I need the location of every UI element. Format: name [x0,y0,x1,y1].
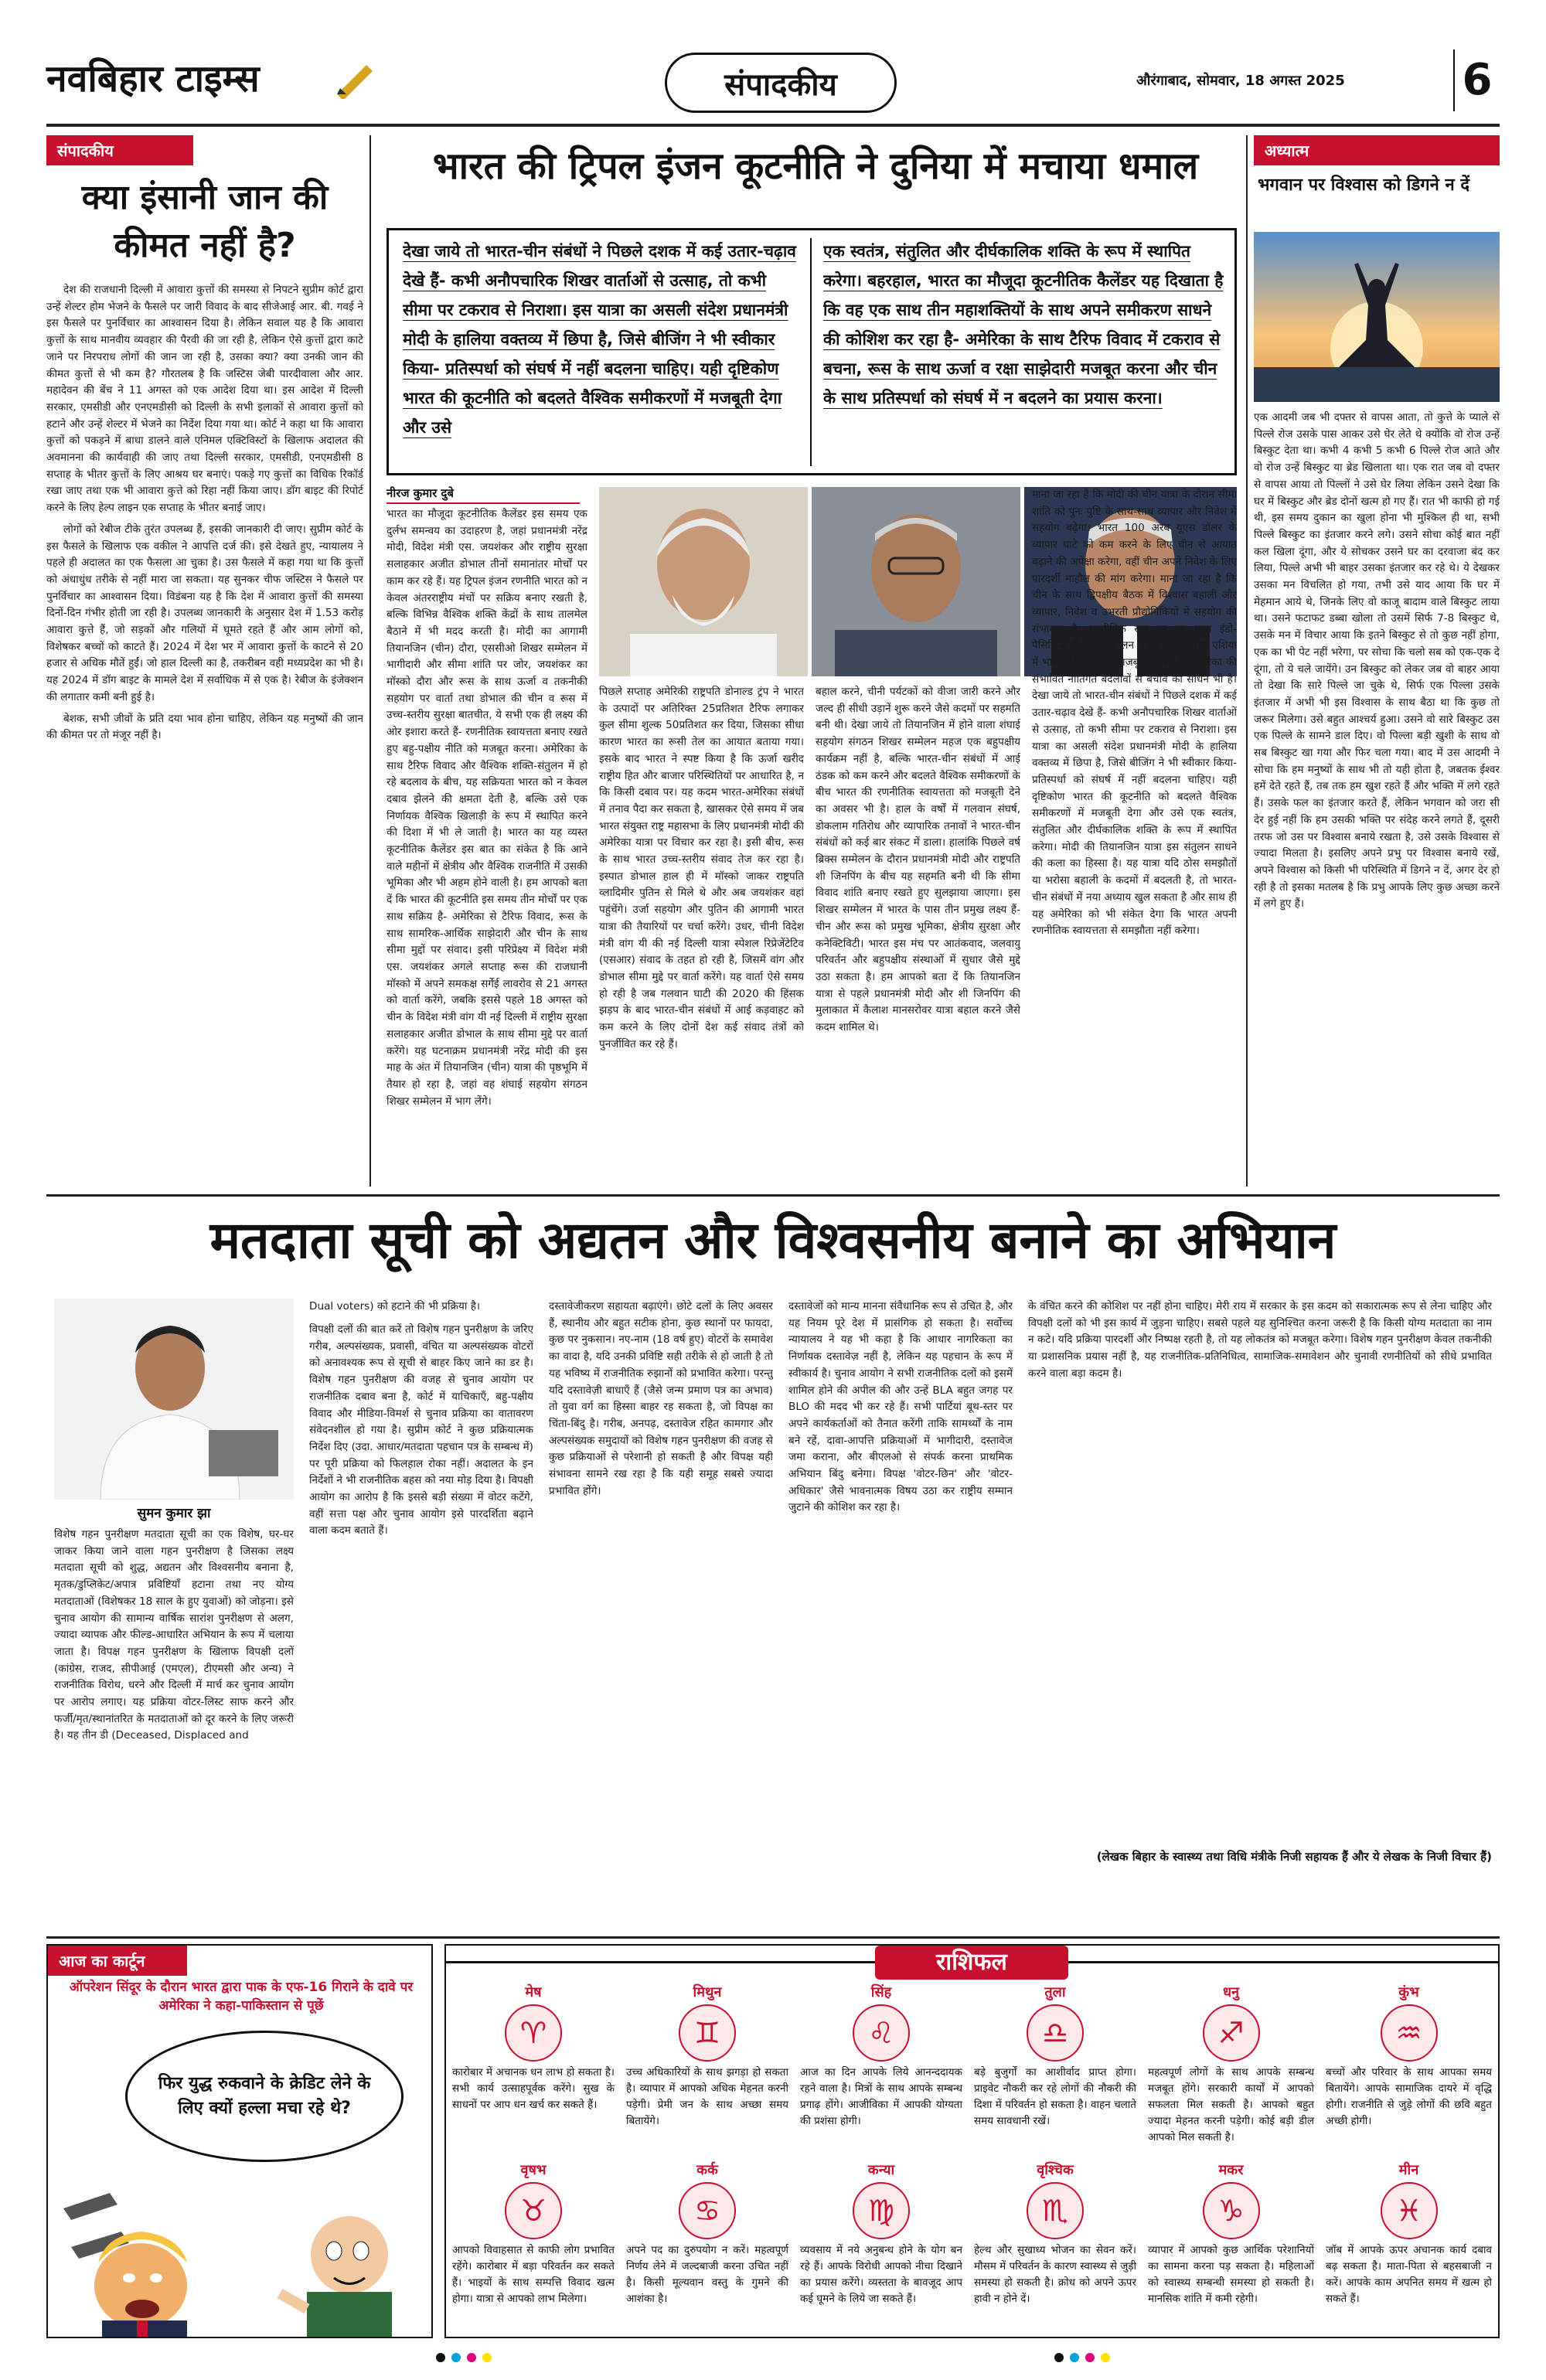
rashi-makar [1148,2160,1314,2334]
rashi-singh [800,1983,962,2157]
page-number: 6 [1453,49,1500,111]
second-col-3: दस्तावेजीकरण सहायता बढ़ाएंगे। छोटे दलों के लिए अवसर हैं, स्थानीय और बहुत सटीक होना, कुछ स्थानों पर फायदा, कुछ पर नुकसान। नए-नाम (18 वर्ष हुए) वोटरों के समावेश का वादा है, यदि उनकी प्रविष्टि सही तरीके से हो जाती है तो यह भविष्य में राजनीतिक रुझानों को प्रभावित करेगा। परन्तु यदि दस्तावेज़ी बाधाएँ हैं (जैसे जन्म प्रमाण पत्र का अभाव) तो युवा वर्ग का हिस्सा बाहर रह सकता है, जो विपक्ष का चिंता-बिंदु है। गरीब, अनपढ़, दस्तावेज रहित कामगार और अल्पसंख्यक समुदायों को विशेष गहन पुनरीक्षण की वजह से कुछ प्रक्रियाओं से परेशानी हो सकती है और विपक्ष यही संभावना सामने रख रहा है कि यही समूह सबसे ज्यादा प्रभावित होंगे। [549,1300,773,1497]
aquarius-icon: ♒ [1381,2004,1438,2062]
rashi-vrishabh [452,2160,615,2334]
gemini-icon: ♊ [679,2004,736,2062]
second-disclaimer: (लेखक बिहार के स्वास्थ्य तथा विधि मंत्रीके निजी सहायक हैं और ये लेखक के निजी विचार हैं) [1096,1850,1492,1864]
capricorn-icon: ♑ [1203,2182,1260,2239]
second-col-4: दस्तावेजों को मान्य मानना संवैधानिक रूप से उचित है, और यह नियम पूरे देश में प्रासंगिक हो सकता है। सर्वोच्च न्यायालय ने यह भी कहा है कि आधार नागरिकता का निर्णायक दस्तावेज़ नहीं है, लेकिन यह पहचान के रूप में स्वीकार्य है। चुनाव आयोग ने सभी राजनीतिक दलों को इसमें शामिल होने की अपील की और उन्हें BLA बहुत जगह पर BLO की मदद भी कर रहे हैं। सभी पार्टियां बूथ-स्तर पर अपने कार्यकर्ताओं को तैनात करेंगी ताकि सामर्थ्यों के नाम बने रहें, दावा-आपत्ति प्रक्रियाओं में भागीदारी, दस्तावेज जमा कराना, और बीएलओ से संपर्क करना प्राथमिक अभियान बिंदु बनेगा। विपक्ष 'वोटर-छिन' और 'वोटर-अधिकार' जैसे भावनात्मक विषय उठा कर राष्ट्रीय सम्मान जुटाने की कोशिश कर रहा है। [788,1300,1013,1514]
section-rule-1 [46,1194,1500,1197]
section-rule-2 [46,1936,1500,1939]
cartoon-tag: आज का कार्टून [48,1946,187,1976]
second-col-2: विपक्षी दलों की बात करें तो विशेष गहन पुनरीक्षण के जरिए गरीब, अल्पसंख्यक, प्रवासी, वंचित या अल्पसंख्यक वोटरों को अनावश्यक रूप से सूची से बाहर किए जाने का डर है। विशेष गहन पुनरीक्षण की वजह से चुनाव आयोग पर राजनीतिक दबाव बना है, कोर्ट में याचिकाएँ, बहु-पक्षीय विवाद और मीडिया-विमर्श से चुनाव प्रक्रिया का वातावरण संवेदनशील हो गया है। सुप्रीम कोर्ट ने कुछ प्रक्रियात्मक निर्देश दिए (उदा. आधार/मतदाता पहचान पत्र के सम्बन्ध में) पर पूरी प्रक्रिया को फिलहाल रोका नहीं। अदालत के इन निर्देशों ने भी राजनीतिक बहस को नया मोड़ दिया है। विपक्षी आयोग का आरोप है कि इससे बड़ी संख्या में वोटर कटेंगे, वहीं सत्ता पक्ष और चुनाव आयोग इसे पारदर्शिता बढ़ाने वाला कदम बताते हैं। [309,1323,533,1537]
rashi-name: कुंभ [1398,1984,1419,2000]
pen-icon [332,60,379,99]
rashi-text: कारोबार में अचानक धन लाभ हो सकता है। सभी कार्य उत्साहपूर्वक करेंगे। सुख के साधनों पर आप धन खर्च कर सकते हैं। [452,2066,615,2111]
meditation-image [1254,232,1500,402]
libra-icon: ♎ [1027,2004,1084,2062]
taurus-icon: ♉ [505,2182,562,2239]
left-body [46,282,363,1183]
pisces-icon: ♓ [1381,2182,1438,2239]
rashi-text: हेल्थ और सुखाध्य भोजन का सेवन करें। मौसम में परिवर्तन के कारण स्वास्थ्य से जुड़ी समस्या हो सकती है। क्रोध को अपने ऊपर हावी न होने दें। [974,2244,1136,2305]
cartoon-box [46,1944,433,2338]
cartoon-bubble [125,2031,404,2162]
rashi-meen [1326,2160,1492,2334]
second-col1-top: Dual voters) को हटाने की भी प्रक्रिया है। [309,1300,481,1313]
rashifal-title: राशिफल [875,1946,1068,1980]
rashi-name: वृषभ [520,2162,547,2178]
rashi-kumbh [1326,1983,1492,2157]
rashi-text: बड़े बुजुर्गों का आशीर्वाद प्राप्त होगा। प्राइवेट नौकरी कर रहे लोगों की नौकरी की दिशा में परिवर्तन हो सकता है। वाहन चलाते समय सावधानी रखें। [974,2066,1136,2127]
rashi-mesh [452,1983,615,2157]
second-col-1: विशेष गहन पुनरीक्षण मतदाता सूची का एक विशेष, घर-घर जाकर किया जाने वाला गहन पुनरीक्षण है जिसका लक्ष्य मतदाता सूची को शुद्ध, अद्यतन और विश्वसनीय बनाना है, मृतक/डुप्लिकेट/अपात्र प्रविष्टियाँ हटाना तथा नए योग्य मतदाताओं (विशेषकर 18 साल के हुए युवाओं) को जोड़ना। इसे चुनाव आयोग की सामान्य वार्षिक सारांश पुनरीक्षण से अलग, ज्यादा व्यापक और फील्ड-आधारित अभियान के रूप में चलाया जाता है। विपक्ष गहन पुनरीक्षण के खिलाफ विपक्षी दलों (कांग्रेस, राजद, सीपीआई (एमएल), टीएमसी और अन्य) ने राजनीतिक विरोध, धरने और दिल्ली में मार्च कर चुनाव आयोग पर आरोप लगाए। यह प्रक्रिया वोटर-लिस्ट साफ करने और फर्जी/मृत/स्थानांतरित के मतदाताओं को दूर करने के लिए जरूरी है। यह तीन डी (Deceased, Displaced and [54,1528,294,1742]
rashi-tula [974,1983,1136,2157]
virgo-icon: ♍ [853,2182,910,2239]
second-headline: मतदाता सूची को अद्यतन और विश्वसनीय बनाने का अभियान [209,1210,1337,1270]
masthead-rule [46,124,1500,127]
rashi-name: मकर [1218,2162,1244,2178]
rashi-name: मिथुन [693,1984,722,2000]
left-tag: संपादकीय [46,135,193,165]
adhyatm-column [1254,135,1500,1187]
rashi-text: उच्च अधिकारियों के साथ झगड़ा हो सकता है। व्यापार में आपको अधिक मेहनत करनी पड़ेगी। प्रेमी जन के साथ अच्छा समय बितायेंगे। [626,2066,788,2127]
main-col-3: बहाल करने, चीनी पर्यटकों को वीजा जारी करने और जल्द ही सीधी उड़ानें शुरू करने जैसे कदमों पर सहमति बनी थी। देखा जाये तो तियानजिन में होने वाला शंघाई सहयोग संगठन शिखर सम्मेलन महज एक बहुपक्षीय कार्यक्रम नहीं है, बल्कि भारत-चीन संबंधों में आई ठंडक को कम करने और बदलते वैश्विक समीकरणों के बीच भारत की रणनीतिक स्वायत्तता को मजबूती देने का अवसर भी है। हाल के वर्षों में गलवान संघर्ष, डोकलाम गतिरोध और व्यापारिक तनावों ने भारत-चीन संबंधों को कई बार संकट में डाला। हालांकि पिछले वर्ष ब्रिक्स सम्मेलन के दौरान प्रधानमंत्री मोदी और राष्ट्रपति शी जिनपिंग के बीच यह सहमति बनी थी कि सीमा विवाद शांति बनाए रखते हुए सुलझाया जाएगा। इस शिखर सम्मेलन में भारत के पास तीन प्रमुख लक्ष्य हैं- चीन और रूस को प्रमुख भूमिका, क्षेत्रीय सुरक्षा और कनेक्टिविटी। भारत इस मंच पर आतंकवाद, जलवायु परिवर्तन और बहुपक्षीय संस्थाओं में सुधार जैसे मुद्दे उठा सकता है। हम आपको बता दें कि तियानजिन यात्रा से पहले प्रधानमंत्री मोदी और शी जिनपिंग की मुलाकात में कैलाश मानसरोवर यात्रा बहाल करने जैसे कदम शामिल थे। [816,686,1020,1034]
left-para-1: देश की राजधानी दिल्ली में आवारा कुत्तों की समस्या से निपटने सुप्रीम कोर्ट द्वारा उन्हें शेल्टर होम भेजने के फैसले पर जारी विवाद के बाद सीजेआई आर. बी. गवई ने इस फैसले पर पुनर्विचार का आश्वासन दिया है। लेकिन सवाल यह है कि आवारा कुत्तों के साथ मानवीय व्यवहार की पैरवी की जा रही है, लेकिन ऐसे कुत्तों द्वारा काटे जाने पर निरपराध लोगों की जान जा रही है, उसका क्या? क्या उनकी जान की कीमत कुत्तों से भी कम है? गौरतलब है कि जस्टिस जेबी पारदीवाला और आर. महादेवन की बेंच ने 11 अगस्त को एक आदेश दिया था। इस आदेश में दिल्ली सरकार, एमसीडी और एनएमडीसी को दिल्ली के सभी इलाकों से आवारा कुत्तों को हटाने और उन्हें शेल्टर में भेजने का निर्देश दिया गया था। कोर्ट ने कहा था कि आवारा कुत्तों को पकड़ने में बाधा डालने वाले एनिमल एक्टिविस्टों के खिलाफ अदालत की अवमानना की कार्यवाही की जाए तथा दिल्ली सरकार, एमसीडी, एनएमडीसी 8 सप्ताह के भीतर कुत्तों के लिए आश्रय घर बनाएं। पकड़े गए कुत्तों का विधिक रिकॉर्ड रखा जाए तथा एक भी आवारा कुत्ते को रिहा नहीं किया जाए। डॉग बाइट की रिपोर्ट करने के लिए हेल्प लाइन एक सप्ताह के भीतर बनाई जाए। [46,284,363,515]
divider-left [369,135,371,1187]
rashi-text: जॉब में आपके ऊपर अचानक कार्य दबाव बढ़ सकता है। माता-पिता से बहसबाजी न करें। आपके काम अपनित समय में खत्म हो सकते हैं। [1326,2244,1492,2305]
photo-modi [599,487,808,676]
rashi-kanya [800,2160,962,2334]
rashi-text: महत्वपूर्ण लोगों के साथ आपके सम्बन्ध मजबूत होंगे। सरकारी कार्यों में आपको सफलता मिल सकती है। आपको बहुत ज्यादा मेहनत करनी पड़ेगी। कोई बड़ी डील आपको मिल सकती है। [1148,2066,1314,2143]
main-col-1: भारत का मौजूदा कूटनीतिक कैलेंडर इस समय एक दुर्लभ समन्वय का उदाहरण है, जहां प्रधानमंत्री नरेंद्र मोदी, विदेश मंत्री एस. जयशंकर और राष्ट्रीय सुरक्षा सलाहकार अजीत डोभाल तीनों समानांतर मोर्चों पर काम कर रहे हैं। यह ट्रिपल इंजन रणनीति भारत को न केवल अंतरराष्ट्रीय मंचों पर सक्रिय बनाए रखती है, बल्कि विभिन्न वैश्विक शक्ति केंद्रों के साथ तालमेल बैठाने में भी मदद करती है। मोदी का आगामी तियानजिन (चीन) दौरा, एससीओ शिखर सम्मेलन में भागीदारी और सीमा शांति पर जोर, जयशंकर का मॉस्को दौरा और रूस के साथ ऊर्जा व तकनीकी सहयोग पर वार्ता तथा डोभाल की चीन व रूस में उच्च-स्तरीय सुरक्षा बातचीत, ये सभी एक ही लक्ष्य की ओर इशारा करते हैं- रणनीतिक स्वायत्तता बनाए रखते हुए बहु-पक्षीय नीति को मजबूत करना। अमेरिका के साथ टैरिफ विवाद और वैश्विक शक्ति-संतुलन में हो रहे बदलाव के बीच, यह सक्रियता भारत को न केवल दबाव झेलने की क्षमता देती है, बल्कि उसे एक निर्णायक वैश्विक खिलाड़ी के रूप में स्थापित करने की दिशा में भी ले जाती है। भारत का यह व्यस्त कूटनीतिक कैलेंडर इस बात का संकेत है कि आने वाले महीनों में क्षेत्रीय और वैश्विक राजनीति में उसकी भूमिका और भी अहम होने वाली है। हम आपको बता दें कि भारत की कूटनीति इस समय तीन मोर्चों पर एक साथ सक्रिय है- अमेरिका से टैरिफ विवाद, रूस के साथ सामरिक-आर्थिक साझेदारी और चीन के साथ सीमा मुद्दों पर संवाद। इसी परिप्रेक्ष्य में विदेश मंत्री एस. जयशंकर अगले सप्ताह रूस की राजधानी मॉस्को में अपने समकक्ष सर्गेई लावरोव से 21 अगस्त को वार्ता करेंगे, जबकि इससे पहले 18 अगस्त को चीन के विदेश मंत्री वांग यी नई दिल्ली में राष्ट्रीय सुरक्षा सलाहकार अजीत डोभाल के साथ सीमा मुद्दे पर वार्ता करेंगे। यह घटनाक्रम प्रधानमंत्री नरेंद्र मोदी की इस माह के अंत में तियानजिन (चीन) यात्रा की पृष्ठभूमि में तैयार हो रहा है, जहां वह शंघाई सहयोग संगठन शिखर सम्मेलन में भाग लेंगे। [386,508,587,1108]
rashi-vrishchik [974,2160,1136,2334]
cancer-icon: ♋ [679,2182,736,2239]
author-byline: नीरज कुमार दुबे [386,485,580,504]
adhyatm-tag: अध्यात्म [1254,135,1500,165]
second-col-5: के वंचित करने की कोशिश पर नहीं होना चाहिए। मेरी राय में सरकार के इस कदम को सकारात्मक रूप से लेना चाहिए और विपक्षी दलों को भी इस कार्य में जुड़ना चाहिए। सबसे पहले यह सुनिश्चित करना जरूरी है कि किसी योग्य मतदाता का नाम न कटे। यदि प्रक्रिया पारदर्शी और निष्पक्ष रहती है, तो यह लोकतंत्र को मजबूत करेगा। विशेष गहन पुनरीक्षण केवल तकनीकी या प्रशासनिक प्रयास नहीं है, यह राजनीतिक-प्रतिनिधित्व, सामाजिक-समावेशन और चुनावी रणनीतियों को सीधे प्रभावित करने वाला बड़ा कदम है। [1028,1300,1492,1380]
rashi-text: व्यवसाय में नये अनुबन्ध होने के योग बन रहे हैं। आपके विरोधी आपको नीचा दिखाने का प्रयास करेंगे। व्यस्तता के बावजूद आप कई घूमने के लिये जा सकते हैं। [800,2244,962,2305]
paper-name: नवबिहार टाइम्स [46,57,260,100]
dateline: औरंगाबाद, सोमवार, 18 अगस्त 2025 [1136,73,1345,89]
left-headline: क्या इंसानी जान की कीमत नहीं है? [81,178,329,265]
section-title-box [665,53,897,113]
rashi-name: कर्क [696,2162,718,2178]
rashi-name: कन्या [867,2162,895,2178]
rashi-mithun [626,1983,788,2157]
rashi-text: बच्चों और परिवार के साथ आपका समय बितायेंगे। आपके सामाजिक दायरे में वृद्धि होगी। राजनीति से जुड़े लोगों की छवि बहुत अच्छी होगी। [1326,2066,1492,2127]
rashi-kark [626,2160,788,2334]
divider-right [1246,135,1248,1187]
cartoon-bubble-text: फिर युद्ध रुकवाने के क्रेडिट लेने के लिए क्यों हल्ला मचा रहे थे? [158,2074,371,2118]
rashi-text: आज का दिन आपके लिये आनन्ददायक रहने वाला है। मित्रों के साथ आपके सम्बन्ध प्रगाढ़ होंगे। आजीविका में आपकी योग्यता की प्रशंसा होगी। [800,2066,962,2127]
main-headline: भारत की ट्रिपल इंजन कूटनीति ने दुनिया में मचाया धमाल [432,145,1199,188]
rashi-name: मेष [525,1984,542,2000]
rashi-name: सिंह [870,1984,892,2000]
aries-icon: ♈ [505,2004,562,2062]
cartoon-drawing [48,2162,433,2338]
rashi-text: व्यापार में आपको कुछ आर्थिक परेशानियों का सामना करना पड़ सकता है। महिलाओं को स्वास्थ्य सम्बन्धी समस्या हो सकती है। मानसिक शांति में कमी रहेगी। [1148,2244,1314,2305]
registration-marks [433,2350,1113,2365]
cartoon-caption: ऑपरेशन सिंदूर के दौरान भारत द्वारा पाक के एफ-16 गिराने के दावे पर अमेरिका ने कहा-पाकिस्तान से पूछें [69,1980,414,2014]
rashi-name: तुला [1044,1984,1066,2000]
rashi-text: आपको विवाहसात से काफी लोग प्रभावित रहेंगे। कारोबार में बड़ा परिवर्तन कर सकते हैं। भाइयों के साथ सम्पत्ति विवाद खत्म होगा। यात्रा से आपको लाभ मिलेगा। [452,2244,615,2305]
rashi-name: वृश्चिक [1037,2162,1074,2178]
pull-quote-divider [810,238,812,466]
left-column [46,135,363,1187]
rashi-name: मीन [1398,2162,1419,2178]
rashifal-title-bar [446,1946,1498,1980]
pull-quote-left: देखा जाये तो भारत-चीन संबंधों ने पिछले दशक में कई उतार-चढ़ाव देखे हैं- कभी अनौपचारिक शिखर वार्ताओं से उत्साह, तो कभी सीमा पर टकराव से निराशा। इस यात्रा का असली संदेश प्रधानमंत्री मोदी के हालिया वक्तव्य में छिपा है, जिसे बीजिंग ने भी स्वीकार किया- प्रतिस्पर्धा को संघर्ष में नहीं बदलना चाहिए। यही दृष्टिकोण भारत की कूटनीति को बदलते वैश्विक समीकरणों में मजबूती देगा और उसे [403,242,796,437]
pull-quote-box [386,228,1237,475]
main-col-2: पिछले सप्ताह अमेरिकी राष्ट्रपति डोनाल्ड ट्रंप ने भारत के उत्पादों पर अतिरिक्त 25प्रतिशत टैरिफ लगाकर कुल सीमा शुल्क 50प्रतिशत कर दिया, जिसका सीधा कारण भारत का रूसी तेल का आयात बताया गया। इसके बाद भारत ने स्पष्ट किया है कि ऊर्जा खरीद राष्ट्रीय हित और बाजार परिस्थितियों पर आधारित है, न कि किसी दबाव पर। यह कदम भारत-अमेरिका संबंधों में तनाव पैदा कर सकता है, खासकर ऐसे समय में जब भारत संयुक्त राष्ट्र महासभा के लिए प्रधानमंत्री मोदी की अमेरिका यात्रा पर विचार कर रहा है। इसी बीच, रूस के साथ भारत उच्च-स्तरीय संवाद तेज कर रहा है। इस्पात डोभाल हाल ही में मॉस्को जाकर राष्ट्रपति व्लादिमीर पुतिन से मिले थे और अब जयशंकर वहां पहुंचेंगे। उर्जा सहयोग और पुतिन की आगामी भारत यात्रा की तैयारियों पर चर्चा करेंगे। उधर, चीनी विदेश मंत्री वांग यी की नई दिल्ली यात्रा स्पेशल रिप्रेजेंटेटिव (एसआर) संवाद के तहत हो रही है, जिसमें वांग और डोभाल सीमा मुद्दे पर वार्ता करेंगे। यह वार्ता ऐसे समय हो रही है जब गलवान घाटी की 2020 की हिंसक झड़प के बाद भारत-चीन संबंधों में आई कड़वाहट को कम करने के लिए दोनों देश कई संवाद तंत्रों को पुनर्जीवित कर रहे हैं। [599,686,804,1050]
sagittarius-icon: ♐ [1203,2004,1260,2062]
rashi-name: धनु [1222,1984,1240,2000]
masthead [46,46,1500,131]
rashi-dhanu [1148,1983,1314,2157]
adhyatm-headline: भगवान पर विश्वास को डिगने न दें [1258,175,1470,195]
photo-jaishankar [812,487,1020,676]
second-author: सुमन कुमार झा [137,1506,211,1521]
rashi-text: अपने पद का दुरुपयोग न करें। महत्वपूर्ण निर्णय लेने में जल्दबाजी करना उचित नहीं है। किसी मूल्यवान वस्तु के गुमने की आशंका है। [626,2244,788,2305]
main-col-4: माना जा रहा है कि मोदी की चीन यात्रा के दौरान सीमा शांति को पुनः पुष्टि के साथ-साथ व्यापार और निवेश में सहयोग बढ़ेगा। भारत 100 अरब यूएस डॉलर के व्यापार घाटे को कम करने के लिए चीन से आयात बढ़ाने की अपेक्षा करेगा, वहीं चीन अपने निवेश के लिए पारदर्शी माहौल की मांग करेगा। माना जा रहा है कि चीन के साथ द्विपक्षीय बैठक में विश्वास बहाली और व्यापार, निवेश व उभरती प्रौद्योगिकियों में सहयोग की संभावना है। रणनीतिक स्तर पर यह यात्रा इंडो-पैसिफिक में शक्ति-संतुलन बनाए रखने, मध्य एशिया में भारत की उपस्थिति मजबूत करने और अमेरिका की संभावित नीतिगत बदलावों से बचाव का साधन भी है। देखा जाये तो भारत-चीन संबंधों ने पिछले दशक में कई उतार-चढ़ाव देखे हैं- कभी अनौपचारिक शिखर वार्ताओं से उत्साह, तो कभी सीमा पर टकराव से निराशा। इस यात्रा का असली संदेश प्रधानमंत्री मोदी के हालिया वक्तव्य में छिपा है, जिसे बीजिंग ने भी स्वीकार किया- प्रतिस्पर्धा को संघर्ष में नहीं बदलना चाहिए। यही दृष्टिकोण भारत की कूटनीति को बदलते वैश्विक समीकरणों में मजबूती देगा और उसे एक स्वतंत्र, संतुलित और दीर्घकालिक शक्ति के रूप में स्थापित करेगा। मोदी की तियानजिन यात्रा इस संतुलन साधने की कला का हिस्सा है। यह यात्रा यदि ठोस समझौतों या भरोसा बहाली के कदमों में बदलती है, तो भारत-चीन संबंधों में नया अध्याय खुल सकता है और साथ ही यह अमेरिका को भी संकेत देगा कि भारत अपनी रणनीतिक स्वायत्तता से समझौता नहीं करेगा। [1032,489,1237,938]
left-para-3: बेशक, सभी जीवों के प्रति दया भाव होना चाहिए, लेकिन यह मनुष्यों की जान की कीमत पर तो मंजूर नहीं है। [46,712,363,742]
section-title: संपादकीय [724,66,837,103]
scorpio-icon: ♏ [1027,2182,1084,2239]
second-author-photo [54,1299,294,1500]
left-para-2: लोगों को रेबीज टीके तुरंत उपलब्ध हैं, इसकी जानकारी दी जाए। सुप्रीम कोर्ट के इस फैसले के खिलाफ एक वकील ने आपत्ति दर्ज की। इसे देखते हुए, न्यायालय ने पहले ही अदालत का एक फैसला आ चुका है। उस फैसले में कहा गया था कि कुत्तों को अंधाधुंध तरीके से नहीं मारा जा सकता। यह सुनकर चीफ जस्टिस ने फैसले पर पुनर्विचार का आश्वासन दिया। विडंबना यह है कि देश में आवारा कुत्तों की समस्या दिनों-दिन गंभीर होती जा रही है। उपलब्ध जानकारी के अनुसार देश में 1.53 करोड़ आवारा कुत्ते हैं, जो सड़कों और गलियों में घूमते रहते हैं और आम लोगों को, विशेषकर बच्चों को काटते हैं। 2024 में देश भर में आवारा कुत्तों के काटने से 20 हजार से अधिक मौतें हुईं। जो हाल दिल्ली का है, तकरीबन वही मध्यप्रदेश का भी है। यह 2024 में डॉग बाइट के मामले देश में सर्वाधिक में से एक है। रेबीज के इंजेक्शन की लगातार कमी बनी हुई है। [46,523,363,703]
leo-icon: ♌ [853,2004,910,2062]
adhyatm-body: एक आदमी जब भी दफ्तर से वापस आता, तो कुत्ते के प्याले से पिल्ले रोज उसके पास आकर उसे घेर लेते थे क्योंकि वो रोज उन्हें बिस्कुट देता था। कभी 4 कभी 5 कभी 6 पिल्ले रोज आते और वो रोज उन्हें बिस्कुट या ब्रेड खिलाता था। एक रात जब वो दफ्तर से वापस आया तो पिल्लों ने उसे घेर लिया लेकिन उसने देखा कि घर में बिस्कुट और ब्रेड दोनों खत्म हो गए हैं। रात भी काफी हो गई थी, इस समय दुकान का खुला होना भी मुश्किल ही था, सभी पिल्ले बिस्कुट का इंतजार करने लगे। उसने सोचा कोई बात नहीं कल खिला दूंगा, और ये सोचकर उसने घर का दरवाजा बंद कर लिया, पिल्ले अभी भी बाहर उसका इंतजार कर रहे थे। ये देखकर उसका मन विचलित हो गया, तभी उसे याद आया कि घर में मेहमान आये थे, जिनके लिए वो काजू बादाम वाले बिस्कुट लाया था। उसने फटाफट डब्बा खोला तो उसमें सिर्फ 7-8 बिस्कुट थे, उसके मन में विचार आया कि इतने बिस्कुट से तो कुछ नहीं होगा, एक का भी पेट नहीं भरेगा, पर सोचा कि चलो सब को एक-एक दे दूंगा, तो ये चले जायेंगे। उन बिस्कुट को लेकर जब वो बाहर आया तो देखा कि सारे पिल्ले जा चुके थे, सिर्फ एक पिल्ला उसके इंतजार में अभी भी इस विश्वास के साथ बैठा था कि कुछ तो जरूर मिलेगा। उसे बहुत आश्चर्य हुआ। उसने वो सारे बिस्कुट उस एक पिल्ले के सामने डाल दिए। वो पिल्ला बड़ी खुशी के साथ वो सब बिस्कुट खा गया और फिर चला गया। बाद में उस आदमी ने सोचा कि हम मनुष्यों के साथ भी तो यही होता है, जबतक ईश्वर हमें देते रहते हैं, तब तक हम खुश रहते हैं और भक्ति में लगे रहते हैं। उसके फल का इंतजार करते हैं, लेकिन भगवान को जरा सी देर हुई नहीं कि हम उसकी भक्ति पर संदेह करने लगते हैं, दूसरी तरफ जो उस पर विश्वास बनाये रखता है, उसे उसके विश्वास से ज्यादा मिलता है। इसलिए अपने प्रभु पर विश्वास बनाये रखें, अपने विश्वास को किसी भी परिस्थिति में डिगने न दें, अगर देर हो रही है तो इसका मतलब है कि प्रभु आपके लिए कुछ अच्छा करने में लगे हुए हैं। [1254,411,1500,911]
pull-quote-right: एक स्वतंत्र, संतुलित और दीर्घकालिक शक्ति के रूप में स्थापित करेगा। बहरहाल, भारत का मौजूदा कूटनीतिक कैलेंडर यह दिखाता है कि वह एक साथ तीन महाशक्तियों के साथ अपने समीकरण साधने की कोशिश कर रहा है- अमेरिका के साथ टैरिफ विवाद में टकराव से बचना, रूस के साथ ऊर्जा व रक्षा साझेदारी मजबूत करना और चीन के साथ प्रतिस्पर्धा को संघर्ष में न बदलने का प्रयास करना। [823,242,1224,407]
